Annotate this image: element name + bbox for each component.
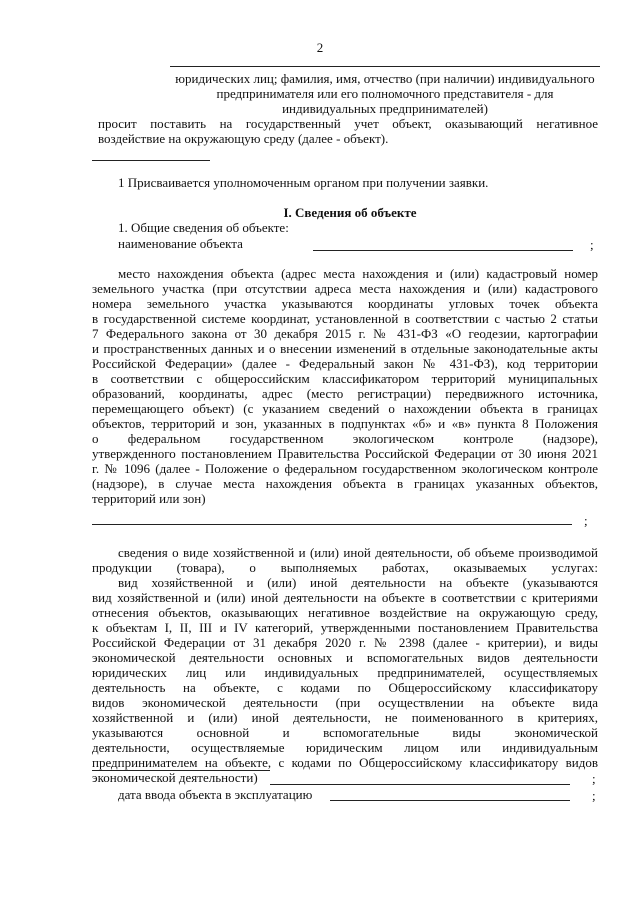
section-title: I. Сведения об объекте: [283, 205, 417, 220]
location-line: г. № 1096 (далее - Положение о федеральном государственном экологическом контроле: [92, 461, 598, 476]
object-name-label: наименование объекта: [118, 236, 243, 251]
activity-underline: [92, 770, 270, 771]
location-line: 7 Федерального закона от 30 декабря 2015 г. № 431-ФЗ «О геодезии, картографии: [92, 326, 598, 341]
location-line: и пространственных данных и о внесении изменений в отдельные законодательные акты: [92, 341, 598, 356]
location-line: утвержденного постановлением Правительства Российской Федерации от 30 июня 2021: [92, 446, 598, 461]
object-name-semicolon: ;: [590, 237, 594, 252]
activity-line: предпринимателем на объекте, с кодами по Общероссийскому классификатору видов: [92, 755, 598, 770]
location-line: о федеральном государственном экологическом контроле (надзоре),: [92, 431, 598, 446]
header-rule: [170, 66, 600, 67]
activity-line: экономической деятельности основных и вспомогательных видов деятельности: [92, 650, 598, 665]
activity-line: хозяйственной и (или) иной деятельности, не поименованного в критериях,: [92, 710, 598, 725]
location-line: номера земельного участка указываются координаты угловых точек объекта: [92, 296, 598, 311]
location-line: объектов, территорий и зон, указанных в подпунктах «б» и «в» пункта 8 Положения: [92, 416, 598, 431]
activity-line: деятельность на объекте, с кодами по Общероссийскому классификатору: [92, 680, 598, 695]
location-line: в государственной системе координат, установленной в соответствии с частью 2 статьи: [92, 311, 598, 326]
location-line: (надзоре), в случае места нахождения объекта в границах указанных объектов,: [92, 476, 598, 491]
activity-line: указываются основной и вспомогательные виды экономической: [92, 725, 598, 740]
commission-date-semicolon: ;: [592, 788, 596, 803]
location-line: территорий или зон): [92, 491, 206, 506]
location-line: земельного участка (при отсутствии адреса места нахождения и (или) кадастрового: [92, 281, 598, 296]
activity-line: сведения о виде хозяйственной и (или) иной деятельности, об объеме производимой: [118, 545, 598, 560]
activity-semicolon: ;: [592, 771, 596, 786]
request-line: воздействие на окружающую среду (далее - объект).: [98, 131, 389, 146]
commission-date-label: дата ввода объекта в эксплуатацию: [118, 787, 313, 802]
location-line: перемещающего объект) (с указанием сведений о нахождении объекта в границах: [92, 401, 598, 416]
location-line: в соответствии с общероссийским классификатором территорий муниципальных: [92, 371, 598, 386]
general-info-label: 1. Общие сведения об объекте:: [118, 220, 289, 235]
location-line: место нахождения объекта (адрес места нахождения и (или) кадастровый номер: [118, 266, 598, 281]
location-line: Российской Федерации» (далее - Федеральный закон № 431-ФЗ), код территории: [92, 356, 598, 371]
header-line: индивидуальных предпринимателей): [282, 101, 488, 116]
activity-line: продукции (товара), о выполняемых работах, оказываемых услугах:: [92, 560, 598, 575]
activity-line: вид хозяйственной и (или) иной деятельности на объекте (указываются: [118, 575, 598, 590]
activity-line: деятельности, осуществляемые юридическим лицом или индивидуальным: [92, 740, 598, 755]
location-field[interactable]: [92, 524, 572, 525]
commission-date-field[interactable]: [330, 800, 570, 801]
request-line: просит поставить на государственный учет объект, оказывающий негативное: [98, 116, 598, 131]
header-line: юридических лиц; фамилия, имя, отчество (при наличии) индивидуального: [175, 71, 595, 86]
activity-line: к объектам I, II, III и IV категорий, утвержденными постановлением Правительства: [92, 620, 598, 635]
activity-line: экономической деятельности): [92, 770, 258, 785]
page-number: 2: [316, 40, 324, 55]
location-line: образований, координаты, адрес (место регистрации) передвижного источника,: [92, 386, 598, 401]
activity-line: видов экономической деятельности (при осуществлении на объекте вида: [92, 695, 598, 710]
activity-line: юридических лиц или индивидуальных предпринимателей, осуществляемых: [92, 665, 598, 680]
location-semicolon: ;: [584, 513, 588, 528]
footnote: 1 Присваивается уполномоченным органом при получении заявки.: [118, 175, 489, 190]
activity-line: Российской Федерации от 31 декабря 2020 г. № 2398 (далее - критерии), и виды: [92, 635, 598, 650]
activity-line: отнесения объектов, оказывающих негативное воздействие на окружающую среду,: [92, 605, 598, 620]
header-line: предпринимателя или его полномочного представителя - для: [216, 86, 554, 101]
activity-field[interactable]: [270, 784, 570, 785]
object-name-field[interactable]: [313, 250, 573, 251]
activity-line: вид хозяйственной и (или) иной деятельности на объекте в соответствии с критериями: [92, 590, 598, 605]
footnote-rule: [92, 160, 210, 161]
